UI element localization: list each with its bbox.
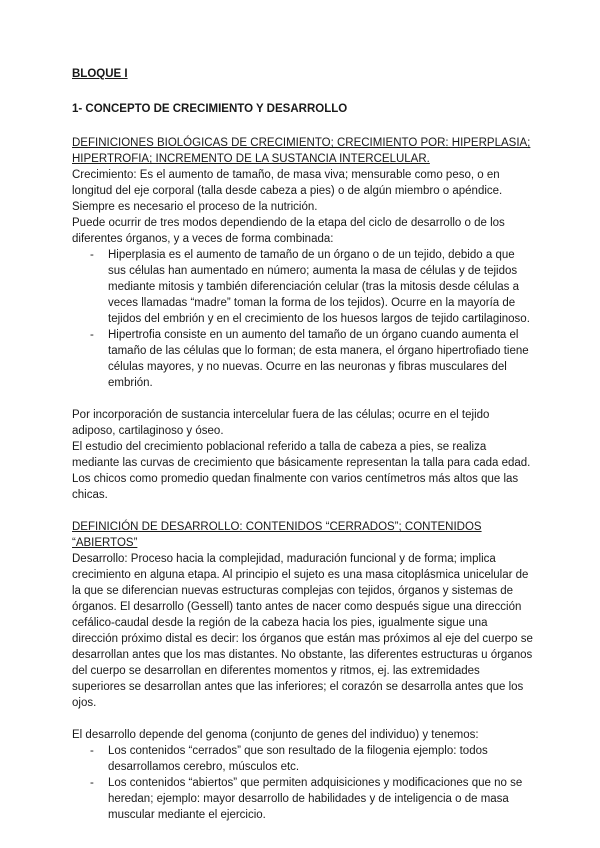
- list-item: - Los contenidos “cerrados” que son resultado de la filogenia ejemplo: todos desarrollamos cerebro, músculos etc.: [90, 745, 488, 773]
- bullet-dash: -: [90, 745, 94, 757]
- intercellular-paragraph: Por incorporación de sustancia intercelular fuera de las células; ocurre en el tejido adiposo, cartilaginoso y óseo.: [72, 409, 490, 437]
- development-heading: DEFINICIÓN DE DESARROLLO: CONTENIDOS “CERRADOS”; CONTENIDOS “ABIERTOS”: [72, 521, 482, 549]
- bullet-dash: -: [90, 249, 94, 261]
- list-item: - Los contenidos “abiertos” que permiten adquisiciones y modificaciones que no se heredan; ejemplo: mayor desarrollo de habilidades y de inteligencia o de masa muscular mediante el ejercicio.: [90, 777, 523, 821]
- growth-heading: DEFINICIONES BIOLÓGICAS DE CRECIMIENTO; CRECIMIENTO POR: HIPERPLASIA; HIPERTROFIA; INCREMENTO DE LA SUSTANCIA INTERCELULAR.: [72, 137, 531, 165]
- growth-modes-list: [72, 247, 534, 391]
- bullet-dash: -: [90, 329, 94, 341]
- list-item: - Hiperplasia es el aumento de tamaño de un órgano o de un tejido, debido a que sus células han aumentado en número; aumenta la masa de células y de tejidos mediante mitosis y también diferenciación celular (tras la mitosis desde células a veces llamadas “madre” toman la forma de los tejidos). Ocurre en la mayoría de tejidos del embrión y en el crecimiento de los huesos largos de tejido cartilaginoso.: [90, 249, 530, 325]
- block-title: BLOQUE I: [72, 68, 128, 80]
- growth-curves-paragraph: El estudio del crecimiento poblacional referido a talla de cabeza a pies, se realiza mediante las curvas de crecimiento que básicamente representan la talla para cada edad. Los chicos como promedio quedan finalmente con varios centímetros más altos que las chicas.: [72, 441, 531, 501]
- growth-definition: Crecimiento: Es el aumento de tamaño, de masa viva; mensurable como peso, o en longitud del eje corporal (talla desde cabeza a pies) o de algún miembro o apéndice. Siempre es necesario el proceso de la nutrición.: [72, 169, 503, 213]
- document-page: [72, 66, 534, 823]
- list-item: - Hipertrofia consiste en un aumento del tamaño de un órgano cuando aumenta el tamaño de las células que lo forman; de esta manera, el órgano hipertrofiado tiene células mayores, y no nuevas. Ocurre en las neuronas y fibras musculares del embrión.: [90, 329, 529, 389]
- development-definition: Desarrollo: Proceso hacia la complejidad, maduración funcional y de forma; implica crecimiento en alguna etapa. Al principio el sujeto es una masa citoplásmica unicelular de la que se diferencian nuevas estructuras complejas con tejidos, órganos y sistemas de órganos. El desarrollo (Gessell) tanto antes de nacer como después sigue una dirección cefálico-caudal desde la región de la cabeza hacia los pies, igualmente sigue una dirección próximo distal es decir: los órganos que están mas próximos al eje del cuerpo se desarrollan antes que los mas distantes. No obstante, las diferentes estructuras u órganos del cuerpo se desarrollan en diferentes momentos y ritmos, ej. las extremidades superiores se desarrollan antes que las inferiores; el corazón se desarrolla antes que los ojos.: [72, 553, 533, 709]
- section-title: 1- CONCEPTO DE CRECIMIENTO Y DESARROLLO: [72, 103, 348, 115]
- contents-list: [72, 743, 534, 823]
- growth-modes-intro: Puede ocurrir de tres modos dependiendo de la etapa del ciclo de desarrollo o de los diferentes órganos, y a veces de forma combinada:: [72, 217, 505, 245]
- genome-intro: El desarrollo depende del genoma (conjunto de genes del individuo) y tenemos:: [72, 729, 479, 741]
- bullet-dash: -: [90, 777, 94, 789]
